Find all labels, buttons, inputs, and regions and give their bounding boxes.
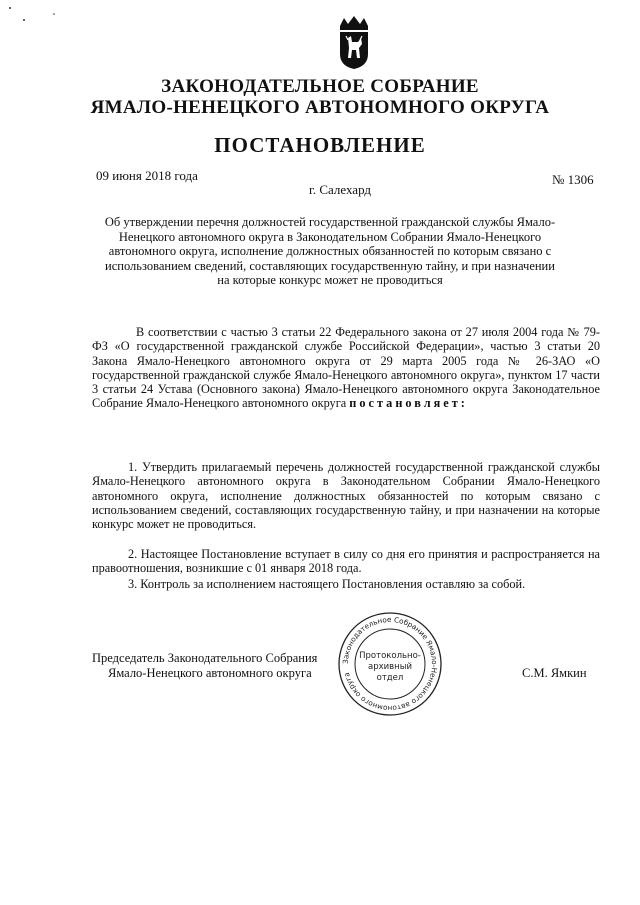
signatory-role-line1: Председатель Законодательного Собрания [92, 651, 318, 665]
document-type-heading: ПОСТАНОВЛЕНИЕ [214, 133, 426, 157]
document-city: г. Салехард [308, 182, 372, 197]
coat-of-arms-emblem [334, 14, 374, 70]
document-number: № 1306 [552, 172, 594, 187]
signatory-name: С.М. Ямкин [522, 666, 587, 680]
stamp-ring-text: Законодательное Собрание Ямало-Ненецкого автономного округа [340, 614, 440, 714]
scan-marks [6, 4, 66, 24]
stamp-center-line2: архивный [368, 662, 412, 672]
organization-name-line2: ЯМАЛО-НЕНЕЦКОГО АВТОНОМНОГО ОКРУГА [90, 97, 550, 118]
clause-3: 3. Контроль за исполнением настоящего Постановления оставляю за собой. [128, 577, 526, 591]
document-date: 09 июня 2018 года [96, 168, 198, 183]
basis-paragraph [92, 325, 600, 411]
signatory-role-line2: Ямало-Ненецкого автономного округа [108, 666, 312, 680]
stamp-center-line1: Протокольно- [359, 651, 421, 661]
archive-stamp [336, 610, 444, 718]
stamp-center-line3: отдел [376, 673, 404, 683]
document-title: Об утверждении перечня должностей государственной гражданской службы Ямало-Ненецкого автономного округа в Законодательном Собрании Ямало-Ненецкого автономного округа, исполнение должностных обязанностей по которым связано с использованием сведений, составляющих государственную тайну, и при назначении на которые конкурс может не проводиться [104, 215, 556, 288]
clause-1: 1. Утвердить прилагаемый перечень должностей государственной гражданской службы Ямало-Ненецкого автономного округа в Законодательном Собрании Ямало-Ненецкого автономного округа, исполнение должностных обязанностей по которым связано с использованием сведений, составляющих государственную тайну, и при назначении на которые конкурс может не проводиться. [92, 460, 600, 532]
resolves-word: постановляет: [349, 396, 468, 411]
organization-name-line1: ЗАКОНОДАТЕЛЬНОЕ СОБРАНИЕ [161, 76, 479, 97]
clause-2: 2. Настоящее Постановление вступает в силу со дня его принятия и распространяется на правоотношения, возникшие с 01 января 2018 года. [92, 547, 600, 576]
basis-text: В соответствии с частью 3 статьи 22 Федерального закона от 27 июля 2004 года № 79-ФЗ «О государственной гражданской службе Российской Федерации», частью 3 статьи 20 Закона Ямало-Ненецкого автономного округа от 29 марта 2005 года № 26-ЗАО «О государственной гражданской службе Ямало-Ненецкого автономного округа», пунктом 17 части 3 статьи 24 Устава (Основного закона) Ямало-Ненецкого автономного округа Законодательное Собрание Ямало-Ненецкого автономного округа [92, 325, 600, 411]
